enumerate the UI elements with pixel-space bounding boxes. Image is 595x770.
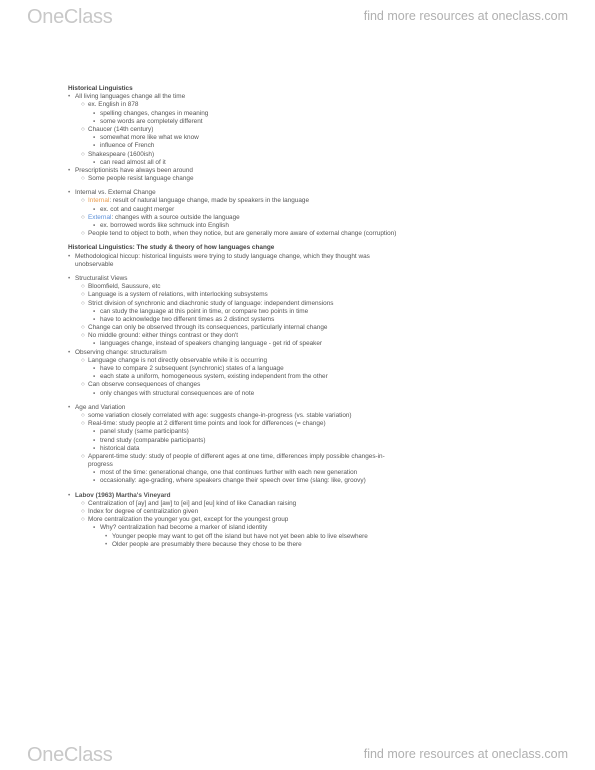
bullet-icon: ○ [81, 411, 85, 419]
list-item [68, 222, 568, 230]
bullet-icon: ○ [81, 332, 85, 340]
list-item [68, 300, 568, 308]
list-item-text: Prescriptionists have always been around [75, 166, 193, 174]
section-title [68, 85, 568, 93]
bullet-icon: ○ [81, 175, 85, 183]
bullet-icon: ○ [81, 324, 85, 332]
list-item-text: People tend to object to both, when they notice, but are generally more aware of external change (corruption) [88, 230, 397, 238]
bullet-icon: • [68, 189, 71, 197]
notes-body [68, 85, 568, 549]
list-item [68, 365, 568, 373]
list-item-text: Index for degree of centralization given [88, 508, 199, 515]
list-item [68, 420, 568, 428]
list-item-text: influence of French [100, 142, 155, 150]
list-item-text: progress [88, 461, 113, 469]
list-item-text: Centralization of [ay] and [aw] to [ei] and [eu] kind of like Canadian raising [88, 499, 297, 507]
list-item [68, 404, 568, 412]
list-item [68, 412, 568, 420]
list-item-text: have to acknowledge two different times as 2 distinct systems [100, 315, 275, 323]
bullet-icon: ○ [81, 299, 85, 307]
list-item [68, 126, 568, 134]
list-item-text: most of the time: generational change, one that continues further with each new generation [100, 469, 358, 477]
list-item-text: have to compare 2 subsequent (synchronic) states of a language [100, 365, 284, 372]
bullet-icon: ▪ [93, 117, 96, 125]
list-item [68, 316, 568, 324]
list-item-text: can read almost all of it [100, 158, 166, 166]
oneclass-resources-link-footer[interactable]: find more resources at oneclass.com [363, 747, 568, 761]
page-footer [0, 740, 595, 770]
bullet-icon: ○ [81, 283, 85, 291]
bullet-icon: ○ [81, 125, 85, 133]
bullet-icon: ○ [81, 356, 85, 364]
list-item-text: Structuralist Views [75, 274, 128, 282]
list-item [68, 373, 568, 381]
list-item [68, 230, 568, 238]
list-item [68, 508, 568, 516]
list-item [68, 332, 568, 340]
list-item [68, 110, 568, 118]
bullet-icon: • [68, 403, 71, 411]
list-item [68, 524, 568, 532]
list-item-text: ex. English in 878 [88, 101, 139, 109]
list-item-text: each state a uniform, homogeneous system, existing independent from the other [100, 373, 328, 381]
list-item [68, 101, 568, 109]
bullet-icon: ▪ [93, 428, 96, 436]
bullet-icon: ▪ [93, 109, 96, 117]
list-item-text: Apparent-time study: study of people of different ages at one time, differences imply possible changes-in- [88, 452, 385, 460]
bullet-icon: ▪ [93, 389, 96, 397]
list-item [68, 134, 568, 142]
list-item-text: Labov (1963) Martha's Vineyard [75, 491, 171, 499]
bullet-icon: ▪ [93, 315, 96, 323]
list-item-text: Language is a system of relations, with interlocking subsystems [88, 291, 268, 299]
bullet-icon: • [68, 166, 71, 174]
list-item [68, 291, 568, 299]
bullet-icon: • [68, 93, 71, 101]
list-item-text: Change can only be observed through its consequences, particularly internal change [88, 324, 328, 332]
list-item-text: languages change, instead of speakers changing language - get rid of speaker [100, 340, 323, 348]
list-item-text: Internal [88, 197, 110, 205]
list-item-text: unobservable [75, 260, 114, 268]
bullet-icon: • [68, 252, 71, 260]
list-item [68, 118, 568, 126]
list-item-text: Older people are presumably there because they chose to be there [112, 540, 302, 548]
list-item-text: Can observe consequences of changes [88, 381, 201, 389]
list-item [68, 357, 568, 365]
list-item [68, 189, 568, 197]
list-item [68, 167, 568, 175]
list-item-text: More centralization the younger you get, except for the youngest group [88, 516, 289, 524]
list-item [68, 340, 568, 348]
bullet-icon: ○ [81, 452, 85, 460]
bullet-icon: ○ [81, 150, 85, 158]
oneclass-resources-link[interactable]: find more resources at oneclass.com [363, 9, 568, 23]
list-item [68, 214, 568, 222]
list-item [68, 437, 568, 445]
list-item-text: Strict division of synchronic and diachronic study of language: independent dimensions [88, 299, 334, 307]
list-item [68, 175, 568, 183]
list-item [68, 206, 568, 214]
list-item [68, 275, 568, 283]
list-item-text: Why? centralization had become a marker of island identity [100, 524, 268, 532]
list-item-text: External [88, 213, 112, 221]
bullet-icon: ▪ [93, 205, 96, 213]
bullet-icon: • [105, 540, 108, 548]
list-item [68, 308, 568, 316]
list-item-text: only changes with structural consequences are of note [100, 389, 255, 397]
list-item-text: historical data [100, 444, 140, 452]
list-item-text: occasionally: age-grading, where speakers change their speech over time (slang: like, groovy) [100, 477, 366, 485]
bullet-icon: ▪ [93, 142, 96, 150]
list-item-text: Younger people may want to get off the island but have not yet been able to live elsewhere [112, 532, 368, 540]
bullet-icon: ○ [81, 291, 85, 299]
list-item [68, 349, 568, 357]
list-item [68, 253, 568, 261]
list-item [68, 516, 568, 524]
list-item-text: Real-time: study people at 2 different time points and look for differences (= change) [88, 420, 326, 428]
list-item [68, 197, 568, 205]
bullet-icon: ○ [81, 508, 85, 515]
list-item-text: Internal vs. External Change [75, 189, 156, 197]
bullet-icon: ▪ [93, 365, 96, 372]
list-item [68, 477, 568, 485]
list-item-text: somewhat more like what we know [100, 134, 199, 142]
list-item-text: All living languages change all the time [75, 93, 186, 101]
bullet-icon: ○ [81, 420, 85, 428]
list-item [68, 390, 568, 398]
bullet-icon: ▪ [93, 469, 96, 477]
section-title-text: Historical Linguistics [68, 85, 133, 92]
list-item [68, 469, 568, 477]
bullet-icon: ▪ [93, 340, 96, 348]
bullet-icon: ○ [81, 213, 85, 221]
bullet-icon: • [68, 348, 71, 356]
bullet-icon: ○ [81, 230, 85, 238]
list-item [68, 492, 568, 500]
list-item-text: Shakespeare (1600ish) [88, 150, 155, 158]
bullet-icon: ○ [81, 499, 85, 507]
list-item-text: Language change is not directly observable while it is occurring [88, 356, 268, 364]
oneclass-logo[interactable]: OneClass [27, 6, 113, 28]
list-item-text: some variation closely correlated with age: suggests change-in-progress (vs. stable variation) [88, 411, 352, 419]
bullet-icon: ▪ [93, 134, 96, 142]
list-item-text: Age and Variation [75, 403, 126, 411]
list-item-text-rest: : changes with a source outside the language [111, 213, 240, 221]
bullet-icon: ▪ [93, 524, 96, 532]
bullet-icon: ▪ [93, 222, 96, 229]
list-item [68, 142, 568, 150]
list-item [68, 93, 568, 101]
section-title [68, 244, 568, 252]
bullet-icon: • [105, 532, 108, 540]
bullet-icon: ▪ [93, 158, 96, 166]
bullet-icon: ○ [81, 381, 85, 389]
bullet-icon: ○ [81, 101, 85, 109]
list-item [68, 261, 568, 269]
list-item-text: can study the language at this point in time, or compare two points in time [100, 307, 309, 315]
list-item-text: some words are completely different [100, 117, 203, 125]
list-item [68, 324, 568, 332]
bullet-icon: ○ [81, 516, 85, 524]
list-item-text: ex. cot and caught merger [100, 205, 175, 213]
list-item-text: panel study (same participants) [100, 428, 189, 436]
list-item-text: Bloomfield, Saussure, etc [88, 283, 161, 291]
list-item-text: trend study (comparable participants) [100, 436, 206, 444]
bullet-icon: ▪ [93, 477, 96, 485]
list-item [68, 445, 568, 453]
list-item [68, 283, 568, 291]
list-item [68, 151, 568, 159]
list-item [68, 159, 568, 167]
bullet-icon: • [68, 491, 71, 499]
bullet-icon: ▪ [93, 436, 96, 444]
list-item [68, 428, 568, 436]
list-item [68, 453, 568, 461]
list-item [68, 533, 568, 541]
list-item [68, 541, 568, 549]
list-item-text: ex. borrowed words like schmuck into English [100, 222, 229, 229]
list-item-text: No middle ground: either things contrast or they don't [88, 332, 239, 340]
section-title-text: Historical Linguistics: The study & theory of how languages change [68, 244, 275, 252]
list-item-text: Some people resist language change [88, 175, 194, 183]
list-item-text: Chaucer (14th century) [88, 125, 154, 133]
page-header [0, 0, 595, 32]
list-item [68, 461, 568, 469]
list-item-text-rest: : result of natural language change, made by speakers in the language [109, 197, 309, 205]
list-item-text: spelling changes, changes in meaning [100, 109, 209, 117]
bullet-icon: ▪ [93, 444, 96, 452]
bullet-icon: ▪ [93, 373, 96, 381]
list-item-text: Observing change: structuralism [75, 348, 167, 356]
list-item-text: Methodological hiccup: historical linguists were trying to study language change, which they thought was [75, 252, 370, 260]
bullet-icon: ▪ [93, 307, 96, 315]
oneclass-logo-footer[interactable]: OneClass [27, 744, 113, 766]
bullet-icon: ○ [81, 197, 85, 205]
list-item [68, 381, 568, 389]
list-item [68, 500, 568, 508]
bullet-icon: • [68, 274, 71, 282]
